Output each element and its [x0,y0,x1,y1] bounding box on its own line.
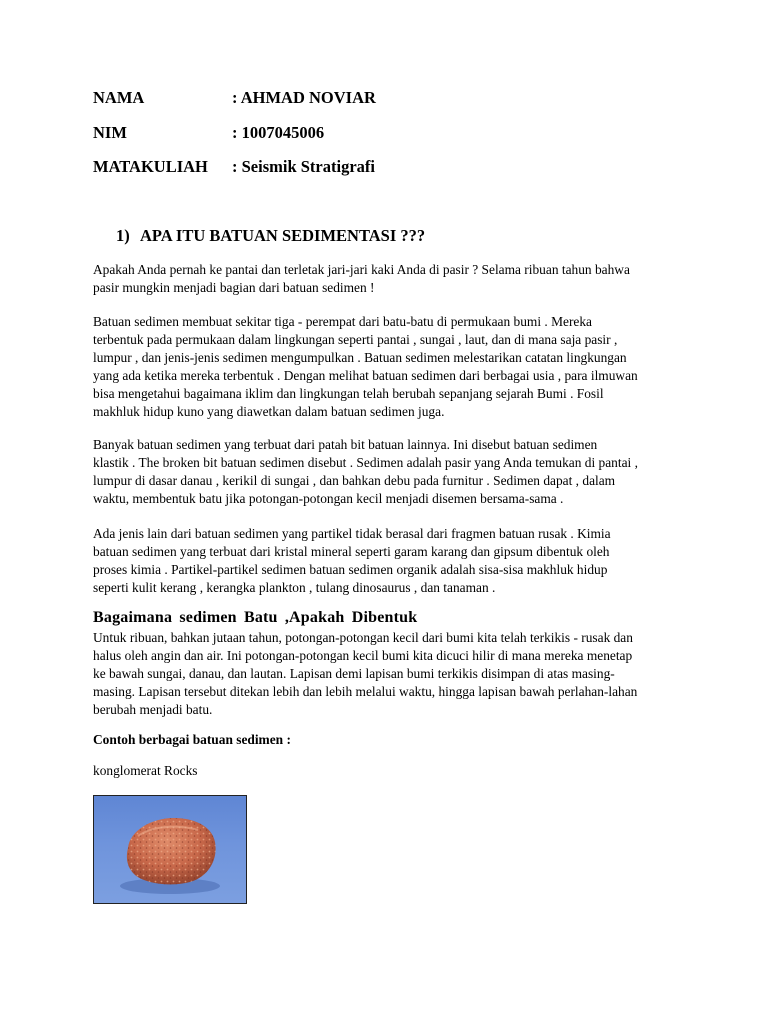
paragraph-line: berubah menjadi batu. [93,701,213,717]
examples-heading: Contoh berbagai batuan sedimen : [93,732,291,747]
paragraph-3 [93,436,683,508]
matakuliah-value: : Seismik Stratigrafi [232,157,375,176]
header-matakuliah-row [93,157,375,177]
paragraph-line: masing. Lapisan tersebut ditekan lebih dan lebih melalui waktu, hingga lapisan bawah perlahan-lahan [93,683,638,699]
nama-value: : AHMAD NOVIAR [232,88,376,107]
header-nama-row [93,88,376,108]
section1-heading [116,226,425,246]
matakuliah-label: MATAKULIAH [93,157,208,176]
rock-illustration [94,796,246,903]
paragraph-line: Banyak batuan sedimen yang terbuat dari patah bit batuan lainnya. Ini disebut batuan sedimen [93,437,598,452]
paragraph-2 [93,313,683,420]
paragraph-line: batuan sedimen yang terbuat dari kristal mineral seperti garam karang dan gipsum dibentuk oleh [93,543,610,559]
paragraph-line: proses kimia . Partikel-partikel sedimen batuan sedimen organik adalah sisa-sisa makhluk hidup [93,561,608,577]
paragraph-line: klastik . The broken bit batuan sedimen disebut . Sedimen adalah pasir yang Anda temukan di pantai , [93,454,638,470]
paragraph-line: Batuan sedimen membuat sekitar tiga - perempat dari batu-batu di permukaan bumi . Mereka [93,314,593,329]
paragraph-line: terbentuk pada permukaan dalam lingkungan seperti pantai , sungai , laut, dan di mana saja pasir , [93,331,618,347]
paragraph-5 [93,629,683,719]
paragraph-line: seperti kulit kerang , kerangka plankton , tulang dinosaurus , dan tanaman . [93,579,496,595]
paragraph-line: Apakah Anda pernah ke pantai dan terletak jari-jari kaki Anda di pasir ? Selama ribuan tahun bahwa [93,262,630,277]
paragraph-line: lumpur di dasar danau , kerikil di sungai , dan bahkan debu pada furnitur . Sedimen dapat , dalam [93,472,616,488]
paragraph-line: ke bawah sungai, danau, dan lautan. Lapisan demi lapisan bumi terkikis disimpan di atas masing- [93,665,615,681]
section1-title: APA ITU BATUAN SEDIMENTASI ??? [140,226,426,245]
paragraph-line: waktu, membentuk batu jika potongan-potongan kecil menjadi disemen bersama-sama . [93,490,564,506]
paragraph-line: Untuk ribuan, bahkan jutaan tahun, potongan-potongan kecil dari bumi kita telah terkikis - rusak dan [93,630,633,645]
paragraph-line: makhluk hidup kuno yang diawetkan dalam batuan sedimen juga. [93,403,445,419]
paragraph-line: lumpur , dan jenis-jenis sedimen mengumpulkan . Batuan sedimen melestarikan catatan lingkungan [93,349,627,365]
header-nim-row [93,123,324,143]
paragraph-line: bisa mengetahui bagaimana iklim dan lingkungan telah berubah sepanjang sejarah Bumi . Fosil [93,385,604,401]
paragraph-line: pasir mungkin menjadi bagian dari batuan sedimen ! [93,279,375,295]
nama-label: NAMA [93,88,145,107]
paragraph-line: yang ada ketika mereka terbentuk . Dengan melihat batuan sedimen dari berbagai usia , para ilmuwan [93,367,638,383]
section1-number: 1) [116,226,130,245]
paragraph-4 [93,525,683,597]
paragraph-line: Ada jenis lain dari batuan sedimen yang partikel tidak berasal dari fragmen batuan rusak . Kimia [93,526,611,541]
rock-name-label: konglomerat Rocks [93,763,198,778]
conglomerate-rock-photo [93,795,247,904]
nim-label: NIM [93,123,127,142]
nim-value: : 1007045006 [232,123,325,142]
paragraph-1 [93,261,683,297]
paragraph-line: halus oleh angin dan air. Ini potongan-potongan kecil bumi kita dicuci hilir di mana mereka menetap [93,647,633,663]
section2-heading: Bagaimana sedimen Batu ,Apakah Dibentuk [93,609,418,626]
